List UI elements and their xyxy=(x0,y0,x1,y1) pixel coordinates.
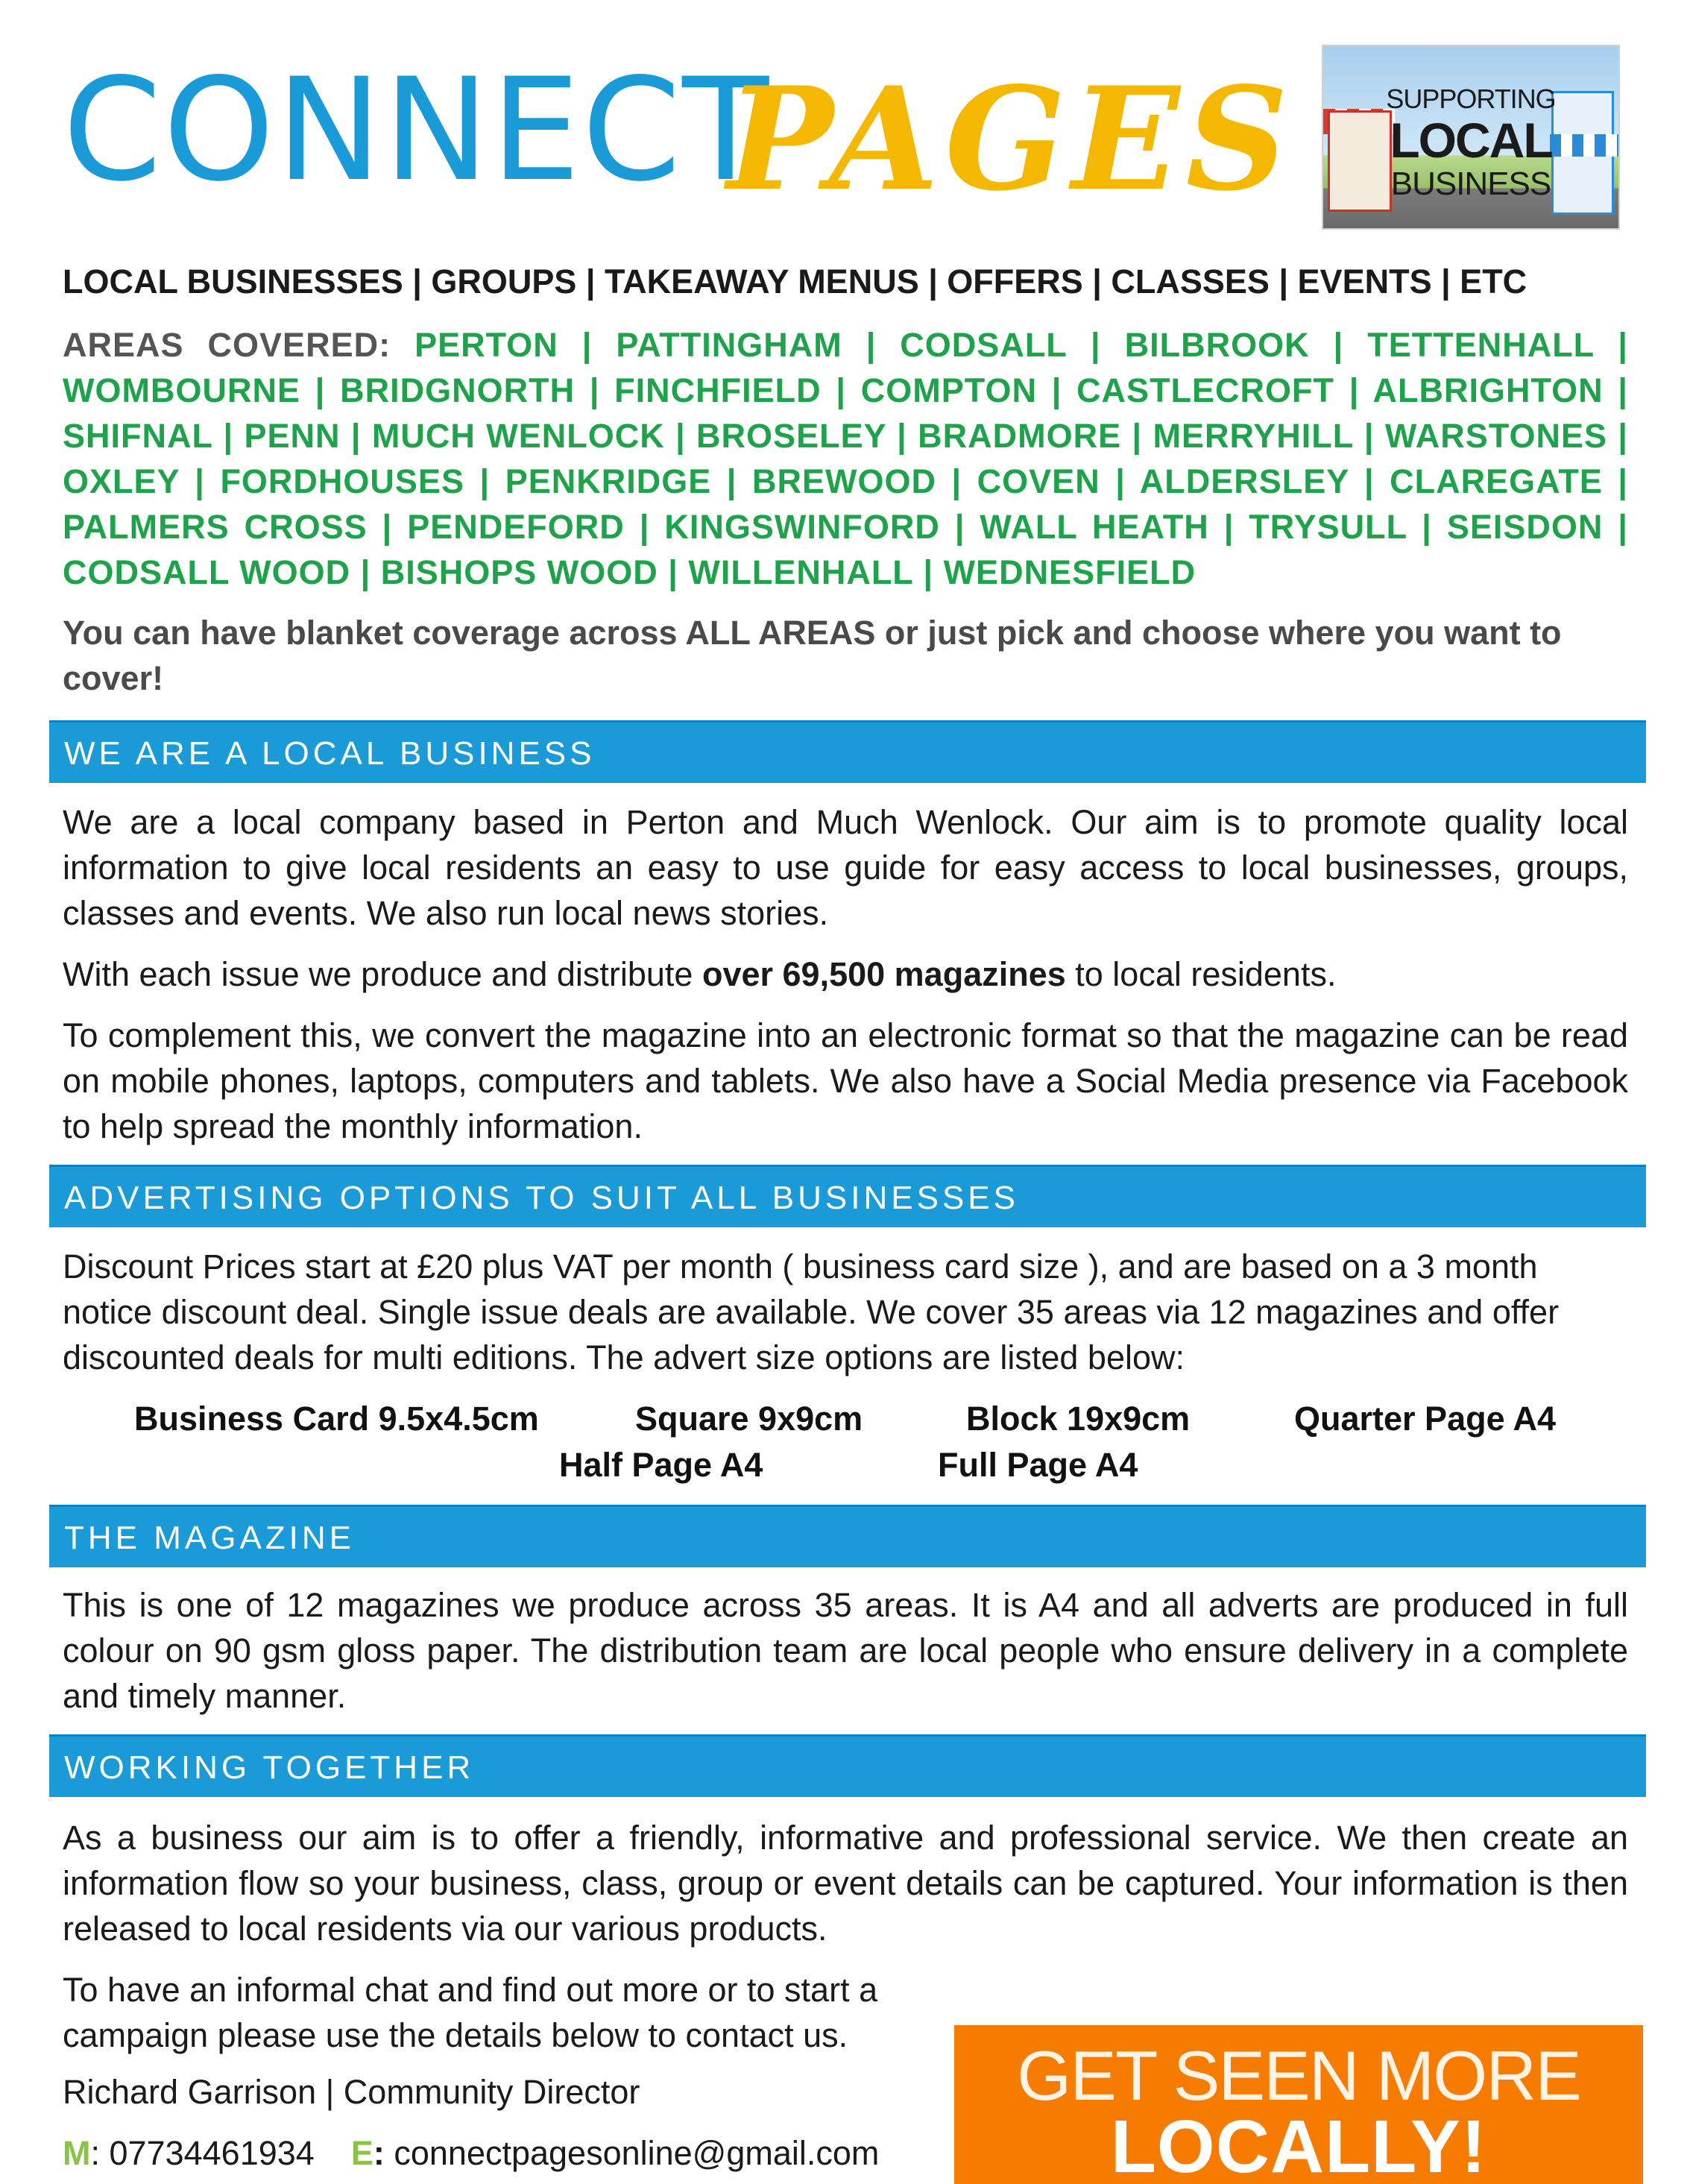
promo-line2: LOCALLY! xyxy=(1110,2105,1487,2184)
email-address[interactable]: connectpagesonline@gmail.com xyxy=(394,2134,880,2172)
title-connect: CONNECT xyxy=(63,48,771,213)
size-option: Quarter Page A4 xyxy=(1294,1400,1556,1438)
promo-banner xyxy=(954,2025,1643,2184)
mobile-number[interactable]: 07734461934 xyxy=(109,2134,315,2172)
logo-line1: SUPPORTING xyxy=(1386,84,1556,114)
local-business-paragraph-1: We are a local company based in Perton and Much Wenlock. Our aim is to promote quality local information to give local residents an easy to use guide for easy access to local businesses, groups, classes and events. We also run local news stories. xyxy=(63,803,1628,932)
advertising-paragraph: Discount Prices start at £20 plus VAT per month ( business card size ), and are based on a 3 month notice discount deal. Single issue deals are available. We cover 35 areas via 12 magazines and offer discounted deals for multi editions. The advert size options are listed below: xyxy=(63,1247,1560,1376)
mobile-label: M xyxy=(63,2134,91,2172)
coverage-text: You can have blanket coverage across ALL AREAS or just pick and choose where you want to cover! xyxy=(63,614,1562,697)
working-together-paragraph-1: As a business our aim is to offer a friendly, informative and professional service. We then create an information flow so your business, class, group or event details can be captured. Your information is then released to local residents via our various products. xyxy=(63,1819,1628,1948)
supporting-local-business-logo xyxy=(1322,45,1620,230)
working-together-paragraph-2 xyxy=(63,1967,942,2058)
contact-details xyxy=(63,2134,879,2173)
size-option: Half Page A4 xyxy=(559,1446,763,1484)
email-colon: : xyxy=(373,2134,394,2172)
p2-text-after: to local residents. xyxy=(1065,955,1337,993)
title-pages: PAGES xyxy=(727,56,1294,222)
size-option: Square 9x9cm xyxy=(635,1400,863,1438)
mobile-colon: : xyxy=(90,2134,110,2172)
contact-name: Richard Garrison | Community Director xyxy=(63,2073,640,2111)
working-together-p2-text: To have an informal chat and find out more or to start a campaign please use the details below to contact us. xyxy=(63,1971,878,2054)
local-business-paragraph-3: To complement this, we convert the magazine into an electronic format so that the magazine can be read on mobile phones, laptops, computers and tablets. We also have a Social Media presence via Facebook to help spread the monthly information. xyxy=(63,1016,1628,1145)
areas-label: AREAS COVERED: xyxy=(63,326,391,364)
p2-text-before: With each issue we produce and distribute xyxy=(63,955,702,993)
section-heading-working-together: WORKING TOGETHER xyxy=(49,1734,1646,1797)
advert-size-options xyxy=(63,1396,1628,1493)
areas-covered xyxy=(63,322,1628,595)
local-business-paragraph-2 xyxy=(63,951,1628,997)
size-option: Full Page A4 xyxy=(938,1446,1138,1484)
logo-line2: LOCAL xyxy=(1390,113,1552,168)
tagline: LOCAL BUSINESSES | GROUPS | TAKEAWAY MENUS | OFFERS | CLASSES | EVENTS | ETC xyxy=(63,262,1527,300)
section-heading-magazine: THE MAGAZINE xyxy=(49,1505,1646,1567)
area-list: PERTON | PATTINGHAM | CODSALL | BILBROOK | TETTENHALL | WOMBOURNE | BRIDGNORTH | FINCHFIELD | COMPTON | CASTLECROFT | ALBRIGHTON | SHIFNAL | PENN | MUCH WENLOCK | BROSELEY | BRADMORE | MERRYHILL | WARSTONES | OXLEY | FORDHOUSES | PENKRIDGE | BREWOOD | COVEN | ALDERSLEY | CLAREGATE | PALMERS CROSS | PENDEFORD | KINGSWINFORD | WALL HEATH | TRYSULL | SEISDON | CODSALL WOOD | BISHOPS WOOD | WILLENHALL | WEDNESFIELD xyxy=(63,326,1628,591)
magazine-paragraph: This is one of 12 magazines we produce across 35 areas. It is A4 and all adverts are produced in full colour on 90 gsm gloss paper. The distribution team are local people who ensure delivery in a complete and timely manner. xyxy=(63,1586,1628,1715)
section-heading-advertising: ADVERTISING OPTIONS TO SUIT ALL BUSINESSES xyxy=(49,1165,1646,1227)
size-option: Business Card 9.5x4.5cm xyxy=(134,1400,539,1438)
promo-line1: GET SEEN MORE xyxy=(1017,2036,1580,2115)
p2-bold-text: over 69,500 magazines xyxy=(701,955,1066,993)
section-heading-local-business: WE ARE A LOCAL BUSINESS xyxy=(49,720,1646,783)
size-option: Block 19x9cm xyxy=(966,1400,1191,1438)
logo-line3: BUSINESS xyxy=(1390,166,1551,202)
email-label: E xyxy=(350,2134,373,2172)
